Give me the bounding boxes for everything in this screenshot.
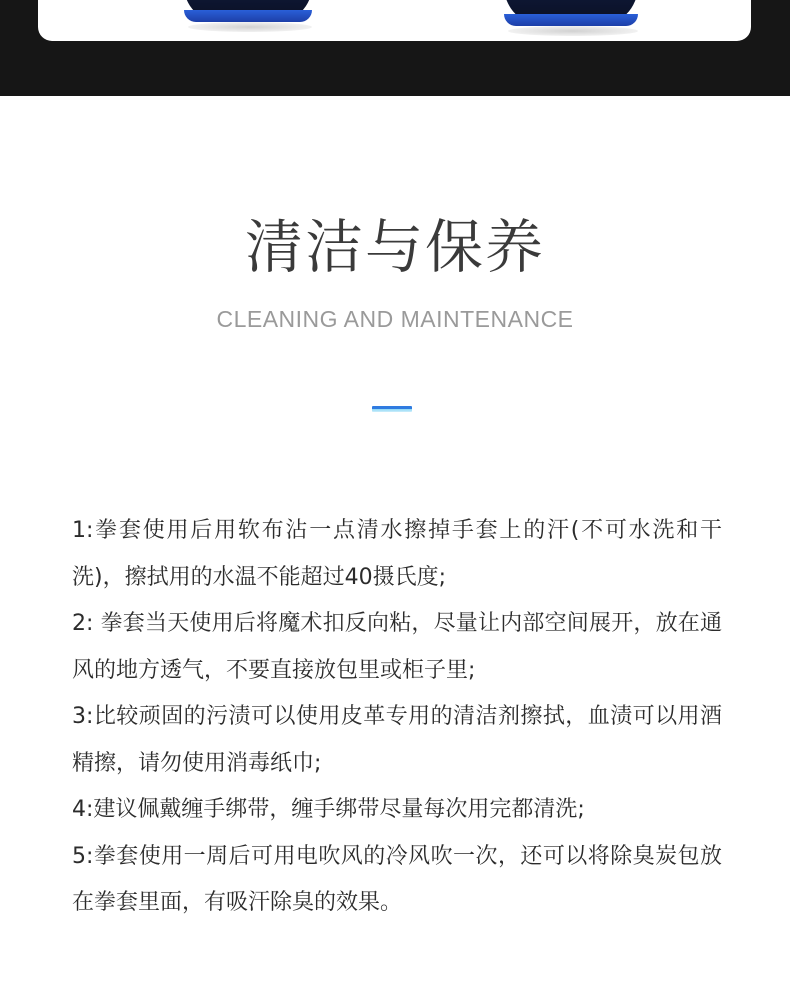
- boxing-glove-image: [504, 0, 638, 26]
- title-divider: [372, 406, 412, 412]
- instruction-item: 3:比较顽固的污渍可以使用皮革专用的清洁剂擦拭，血渍可以用酒精擦，请勿使用消毒纸巾;: [72, 704, 722, 776]
- product-image-card: [38, 0, 751, 41]
- glove-cuff: [504, 14, 638, 26]
- care-instructions: [72, 508, 722, 927]
- boxing-glove-image: [184, 0, 312, 22]
- top-product-banner: [0, 0, 790, 96]
- glove-cuff: [184, 10, 312, 22]
- section-title: 清洁与保养: [244, 213, 545, 281]
- instruction-item: 5:拳套使用一周后可用电吹风的冷风吹一次，还可以将除臭炭包放在拳套里面，有吸汗除臭的效果。: [72, 843, 722, 915]
- glove-shadow: [188, 22, 312, 32]
- section-subtitle: CLEANING AND MAINTENANCE: [216, 306, 574, 332]
- instruction-item: 4:建议佩戴缠手绑带，缠手绑带尽量每次用完都清洗;: [72, 797, 585, 822]
- instruction-item: 1:拳套使用后用软布沾一点清水擦掉手套上的汗(不可水洗和干洗)，擦拭用的水温不能超过40摄氏度;: [72, 518, 722, 590]
- glove-shadow: [508, 26, 638, 36]
- instruction-item: 2: 拳套当天使用后将魔术扣反向粘，尽量让内部空间展开，放在通风的地方透气，不要直接放包里或柜子里;: [72, 611, 722, 683]
